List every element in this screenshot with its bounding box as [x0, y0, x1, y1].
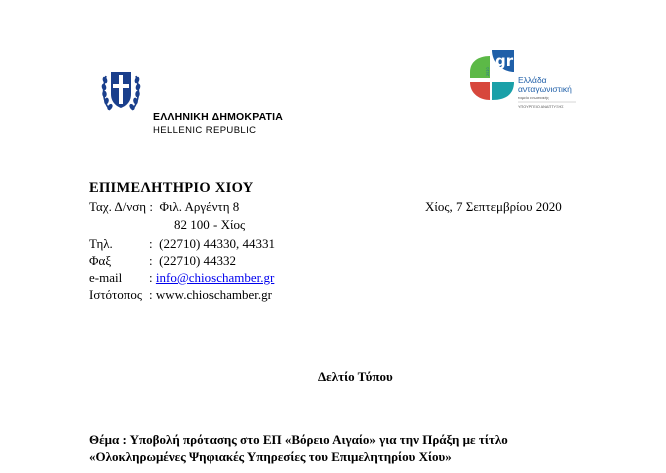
email-row — [89, 270, 274, 285]
greece-competitive-logo — [468, 48, 593, 116]
chamber-title: ΕΠΙΜΕΛΗΤΗΡΙΟ ΧΙΟΥ — [89, 180, 254, 196]
email-link[interactable]: info@chioschamber.gr — [155, 270, 275, 285]
fax-row — [89, 253, 236, 268]
logo-years: 2020 — [486, 67, 490, 76]
hellenic-republic-emblem-icon — [101, 64, 141, 114]
fax-label: Φαξ — [89, 253, 112, 268]
city-line: 82 100 - Χίος — [174, 217, 246, 232]
website-row — [89, 287, 272, 302]
logo-title: Ελλάδα — [518, 75, 547, 85]
logo-red-leaf — [470, 82, 490, 100]
subject-line-2: «Ολοκληρωμένες Ψηφιακές Υπηρεσίες του Επιμελητηρίου Χίου» — [89, 449, 452, 464]
logo-ministry: ΥΠΟΥΡΓΕΙΟ ΑΝΑΠΤΥΞΗΣ — [518, 105, 564, 109]
website-separator: : — [149, 287, 153, 302]
logo-mark: gr — [495, 52, 514, 70]
logo-program: ταμείο ενωσιακής — [518, 95, 549, 100]
website-value: www.chioschamber.gr — [155, 287, 272, 302]
website-label: Ιστότοπος — [89, 287, 142, 302]
logo-teal-leaf — [492, 82, 514, 100]
logo-subtitle: ανταγωνιστική — [518, 84, 572, 94]
republic-name-english: HELLENIC REPUBLIC — [153, 125, 257, 136]
document-date: Χίος, 7 Σεπτεμβρίου 2020 — [425, 199, 562, 214]
fax-separator: : — [149, 253, 153, 268]
address-row — [89, 199, 239, 214]
telephone-separator: : — [149, 236, 153, 251]
telephone-row — [89, 236, 275, 251]
email-separator: : — [149, 270, 153, 285]
address-value: Φιλ. Αργέντη 8 — [159, 199, 240, 214]
fax-value: (22710) 44332 — [159, 253, 237, 268]
email-label: e-mail — [89, 270, 123, 285]
subject-line-1: Θέμα : Υποβολή πρότασης στο ΕΠ «Βόρειο Αιγαίο» για την Πράξη με τίτλο — [89, 432, 508, 447]
telephone-label: Τηλ. — [89, 236, 113, 251]
address-label: Ταχ. Δ/νση : — [89, 199, 153, 214]
telephone-value: (22710) 44330, 44331 — [159, 236, 276, 251]
press-release-title: Δελτίο Τύπου — [318, 369, 393, 384]
republic-name-greek: ΕΛΛΗΝΙΚΗ ΔΗΜΟΚΡΑΤΙΑ — [153, 111, 284, 123]
